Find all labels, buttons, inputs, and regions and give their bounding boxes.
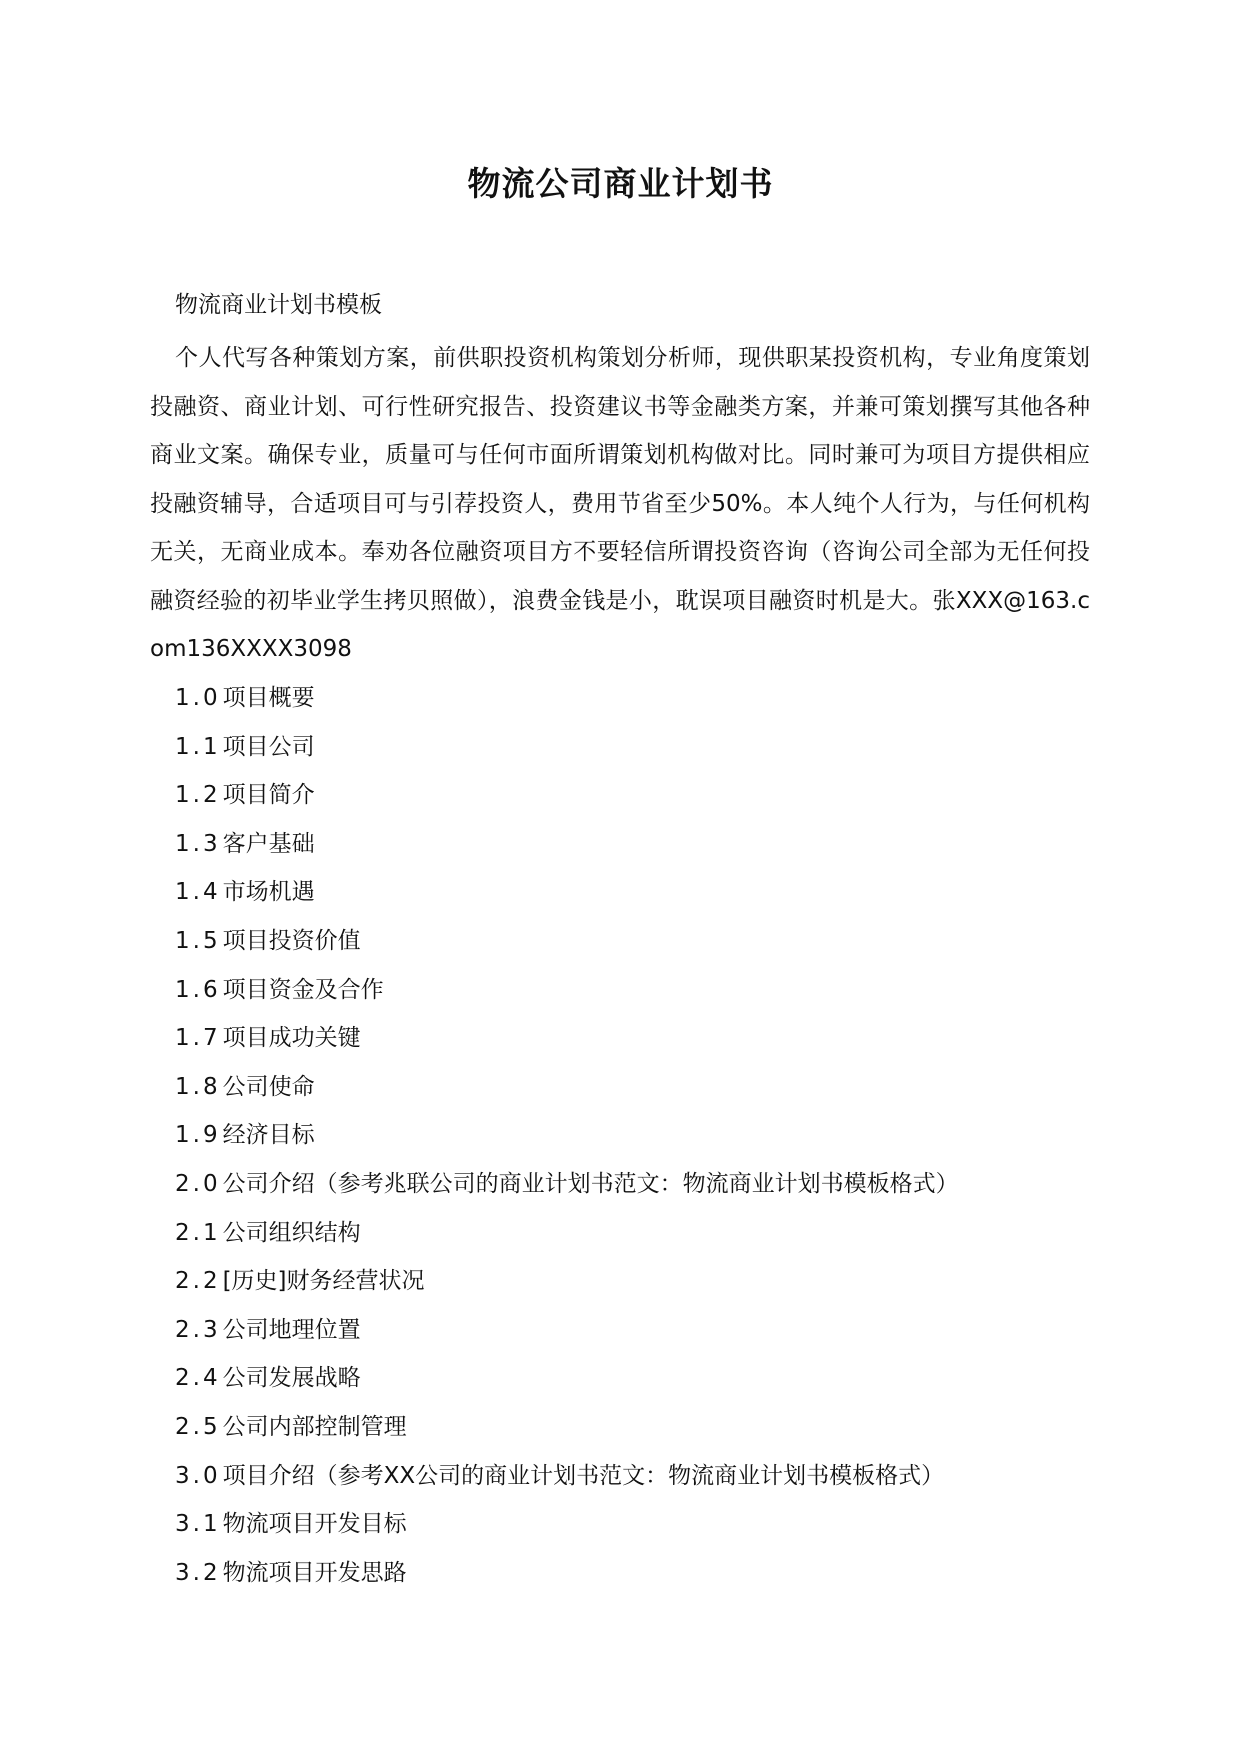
toc-item: [175, 1452, 959, 1501]
toc-item: [175, 674, 959, 723]
toc-text: 公司组织结构: [222, 1219, 361, 1246]
toc-item: [175, 1111, 959, 1160]
toc-text: 市场机遇: [222, 879, 315, 906]
toc-number: 1.2: [175, 782, 221, 809]
document-subtitle: 物流商业计划书模板: [175, 292, 382, 318]
toc-text: 项目简介: [222, 782, 315, 809]
toc-item: [175, 723, 959, 772]
toc-text: 公司使命: [222, 1073, 315, 1100]
toc-number: 2.1: [175, 1219, 221, 1246]
toc-text: 经济目标: [222, 1122, 315, 1149]
toc-text: 项目概要: [222, 685, 315, 711]
intro-paragraph: 个人代写各种策划方案，前供职投资机构策划分析师，现供职某投资机构，专业角度策划投融资、商业计划、可行性研究报告、投资建议书等金融类方案，并兼可策划撰写其他各种商业文案。确保专业，质量可与任何市面所谓策划机构做对比。同时兼可为项目方提供相应投融资辅导，合适项目可与引荐投资人，费用节省至少50%。本人纯个人行为，与任何机构无关，无商业成本。奉劝各位融资项目方不要轻信所谓投资咨询（咨询公司全部为无任何投融资经验的初毕业学生拷贝照做），浪费金钱是小，耽误项目融资时机是大。张XXX@163.com136XXXX3098: [150, 345, 1090, 662]
toc-number: 1.9: [175, 1122, 221, 1149]
toc-item: [175, 771, 959, 820]
toc-text: 客户基础: [222, 830, 315, 857]
toc-text: 项目投资价值: [222, 927, 361, 954]
toc-item: [175, 1063, 959, 1112]
document-title: 物流公司商业计划书: [467, 164, 774, 203]
toc-number: 3.0: [175, 1462, 221, 1489]
toc-text: 物流项目开发目标: [222, 1511, 407, 1538]
toc-number: 1.7: [175, 1025, 221, 1052]
toc-item: [175, 1403, 959, 1452]
toc-item: [175, 966, 959, 1015]
toc-number: 1.3: [175, 830, 221, 857]
toc-text: [历史]财务经营状况: [222, 1268, 425, 1295]
toc-item: [175, 1354, 959, 1403]
toc-number: 2.0: [175, 1170, 221, 1197]
toc-text: 项目介绍（参考XX公司的商业计划书范文：物流商业计划书模板格式）: [222, 1462, 945, 1489]
toc-number: 1.8: [175, 1073, 221, 1100]
toc-text: 项目成功关键: [222, 1025, 361, 1052]
toc-number: 1.4: [175, 879, 221, 906]
toc-text: 公司地理位置: [222, 1316, 361, 1343]
toc-item: [175, 1500, 959, 1549]
toc-item: [175, 1014, 959, 1063]
toc-text: 公司介绍（参考兆联公司的商业计划书范文：物流商业计划书模板格式）: [222, 1170, 959, 1197]
toc-number: 3.2: [175, 1559, 221, 1586]
toc-item: [175, 1209, 959, 1258]
toc-item: [175, 1549, 959, 1598]
toc-number: 3.1: [175, 1511, 221, 1538]
toc-text: 物流项目开发思路: [222, 1559, 407, 1586]
toc-text: 公司发展战略: [222, 1365, 361, 1392]
table-of-contents: [175, 674, 959, 1597]
toc-number: 1.6: [175, 976, 221, 1003]
toc-number: 1.0: [175, 685, 221, 711]
toc-number: 2.2: [175, 1268, 221, 1295]
toc-item: [175, 1257, 959, 1306]
toc-text: 公司内部控制管理: [222, 1413, 407, 1440]
toc-number: 2.5: [175, 1413, 221, 1440]
toc-item: [175, 917, 959, 966]
toc-item: [175, 868, 959, 917]
toc-item: [175, 1306, 959, 1355]
toc-number: 2.4: [175, 1365, 221, 1392]
toc-text: 项目公司: [222, 733, 315, 760]
toc-text: 项目资金及合作: [222, 976, 384, 1003]
toc-number: 1.5: [175, 927, 221, 954]
toc-number: 2.3: [175, 1316, 221, 1343]
toc-number: 1.1: [175, 733, 221, 760]
toc-item: [175, 1160, 959, 1209]
toc-item: [175, 820, 959, 869]
